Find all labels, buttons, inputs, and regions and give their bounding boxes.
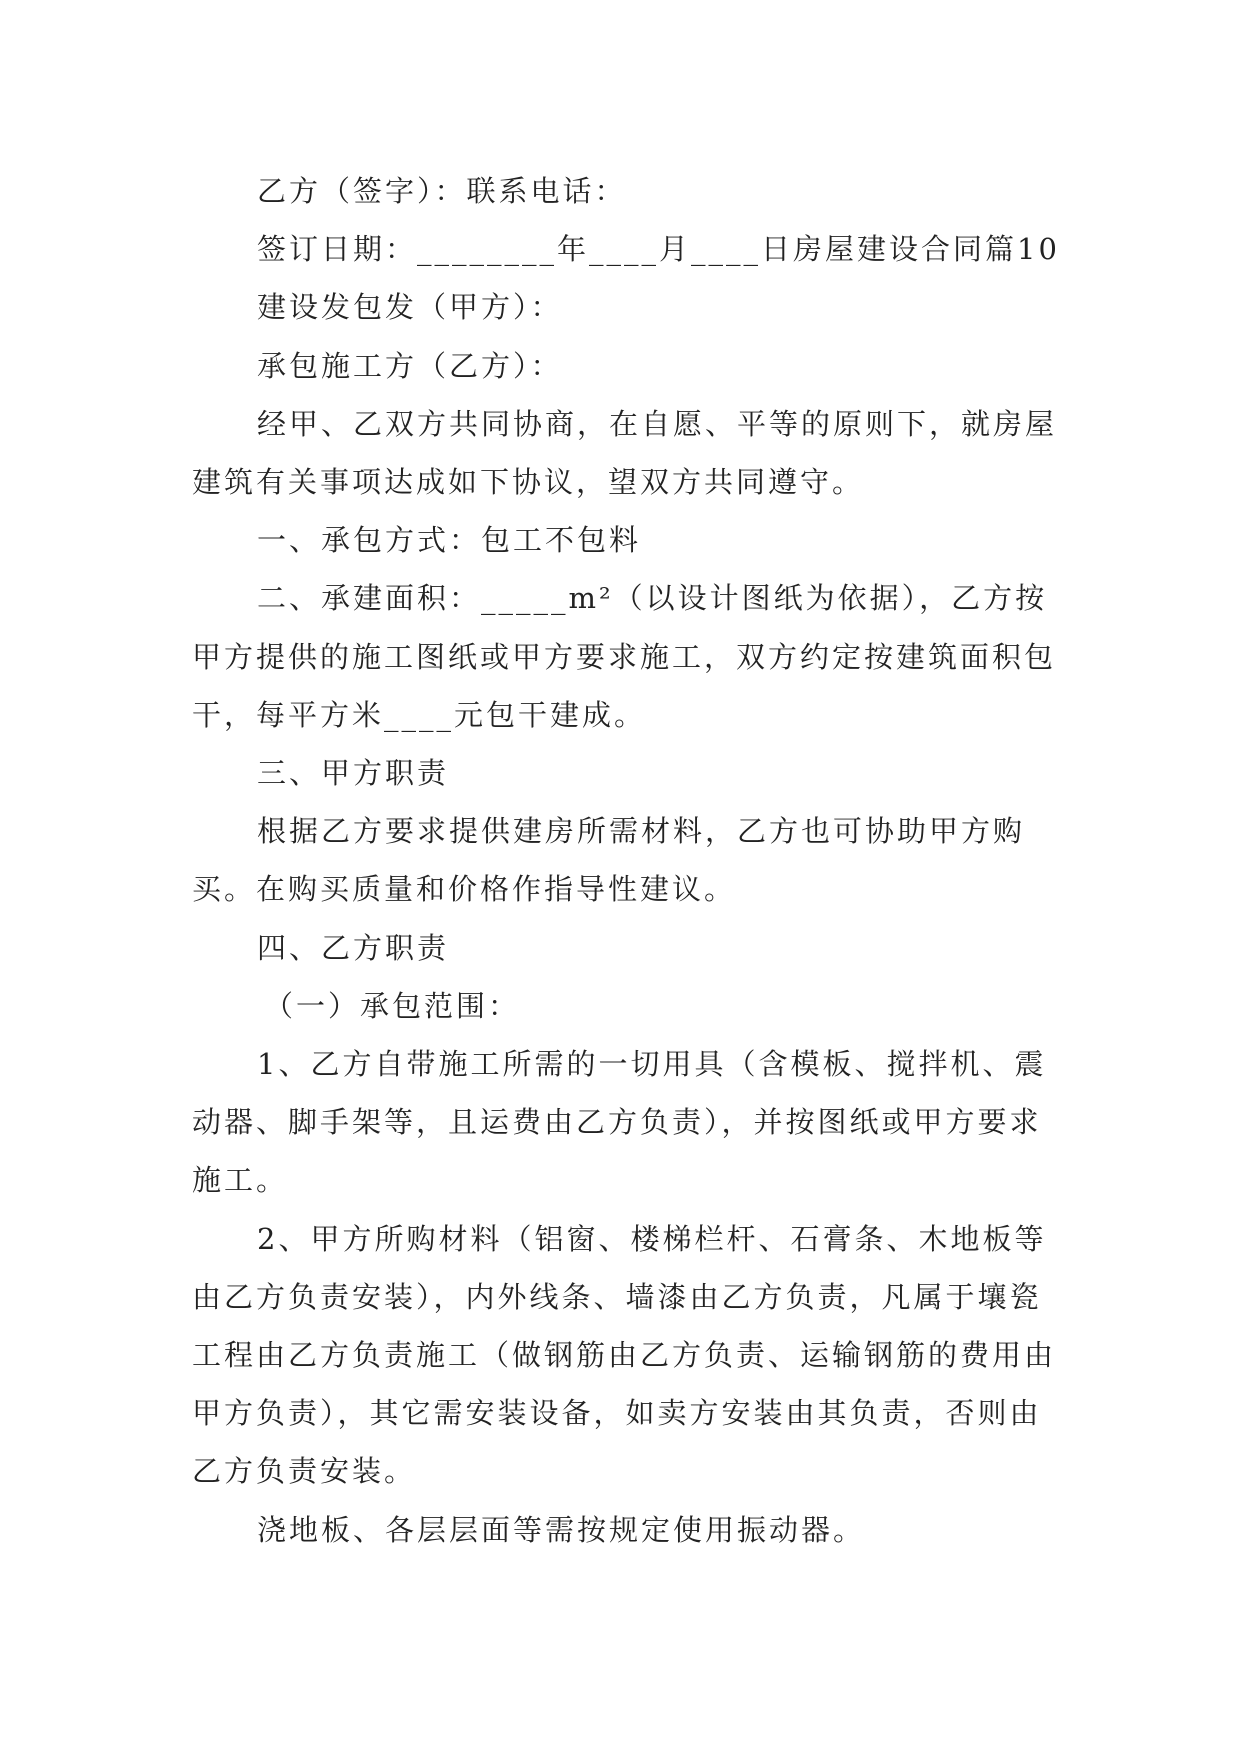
paragraph-party-b-signature: 乙方（签字）：联系电话： — [257, 174, 627, 208]
paragraph-scope-item-1: 1、乙方自带施工所需的一切用具（含模板、搅拌机、震动器、脚手架等，且运费由乙方负责），并按图纸或甲方要求施工。 — [192, 1047, 1047, 1198]
document-body — [192, 162, 1062, 1559]
paragraph-section-3-body: 根据乙方要求提供建房所需材料，乙方也可协助甲方购买。在购买质量和价格作指导性建议。 — [192, 814, 1026, 907]
paragraph-party-a: 建设发包发（甲方）： — [257, 290, 563, 325]
paragraph-scope-item-2: 2、甲方所购材料（铝窗、楼梯栏杆、石膏条、木地板等由乙方负责安装），内外线条、墙漆由乙方负责，凡属于壤瓷工程由乙方负责施工（做钢筋由乙方负责、运输钢筋的费用由甲方负责），其它需安装设备，如卖方安装由其负责，否则由乙方负责安装。 — [192, 1221, 1057, 1489]
paragraph-section-2: 二、承建面积：_____m²（以设计图纸为依据），乙方按甲方提供的施工图纸或甲方要求施工，双方约定按建筑面积包干，每平方米____元包干建成。 — [192, 581, 1057, 732]
paragraph-preamble: 经甲、乙双方共同协商，在自愿、平等的原则下，就房屋建筑有关事项达成如下协议，望双方共同遵守。 — [192, 406, 1058, 500]
paragraph-vibrator-note: 浇地板、各层层面等需按规定使用振动器。 — [257, 1512, 866, 1547]
paragraph-section-1: 一、承包方式：包工不包料 — [257, 523, 642, 558]
paragraph-scope-heading: （一）承包范围： — [264, 988, 521, 1023]
paragraph-section-3-heading: 三、甲方职责 — [257, 756, 450, 791]
paragraph-party-b: 承包施工方（乙方）： — [257, 348, 563, 383]
paragraph-section-4-heading: 四、乙方职责 — [257, 930, 450, 965]
paragraph-signing-date: 签订日期：________年____月____日房屋建设合同篇10 — [257, 232, 1060, 267]
